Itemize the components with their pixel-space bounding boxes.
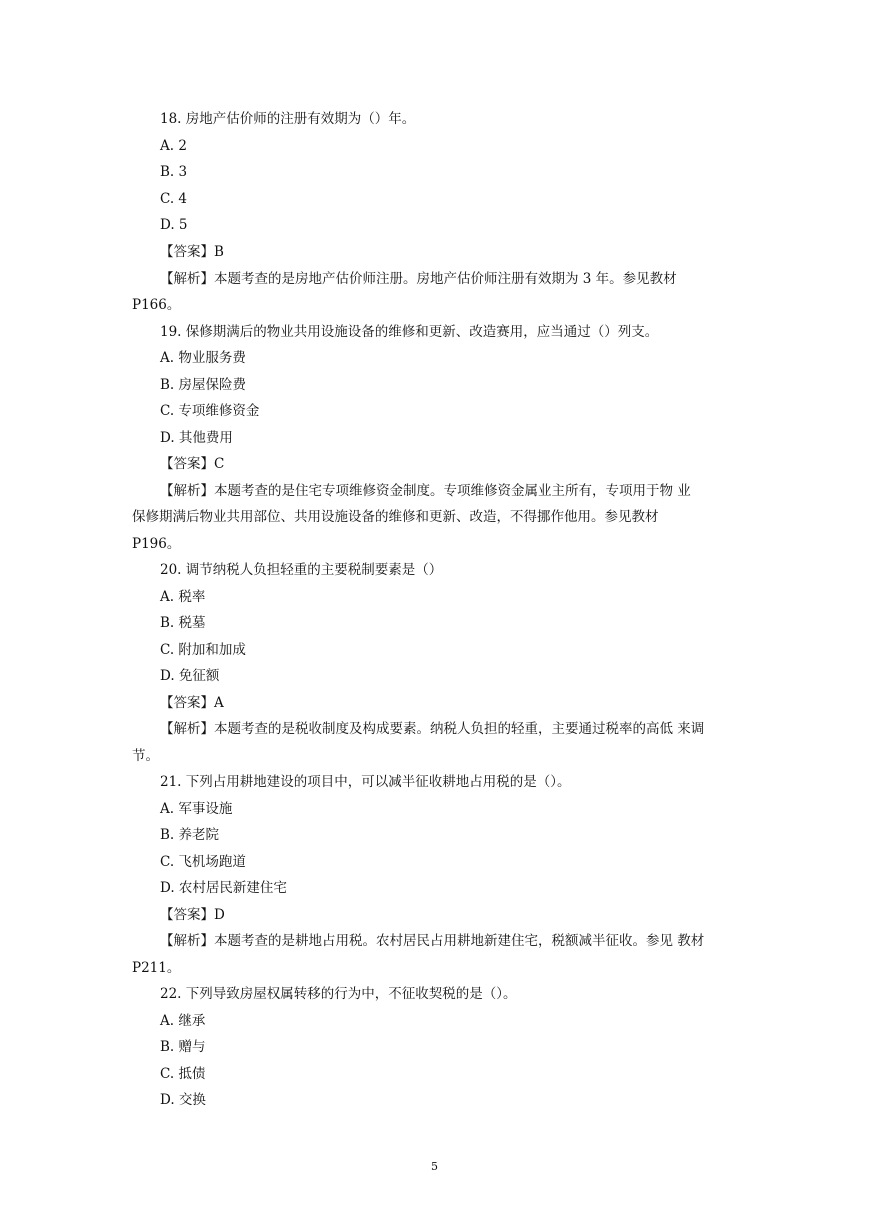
analysis-line: P166。 bbox=[132, 297, 181, 313]
question-stem: 18. 房地产估价师的注册有效期为（）年。 bbox=[160, 111, 416, 127]
option: B. 养老院 bbox=[160, 827, 220, 843]
answer: 【答案】A bbox=[160, 695, 224, 711]
option: C. 专项维修资金 bbox=[160, 403, 260, 419]
option: B. 3 bbox=[160, 164, 188, 180]
analysis-line: P196。 bbox=[132, 536, 181, 552]
analysis-line: P211。 bbox=[132, 960, 181, 976]
analysis-line: 【解析】本题考查的是住宅专项维修资金制度。专项维修资金属业主所有，专项用于物 业 bbox=[160, 483, 691, 499]
option: C. 抵债 bbox=[160, 1066, 206, 1082]
analysis-line: 【解析】本题考查的是房地产估价师注册。房地产估价师注册有效期为 3 年。参见教材 bbox=[160, 271, 677, 287]
analysis-line: 保修期满后物业共用部位、共用设施设备的维修和更新、改造，不得挪作他用。参见教材 bbox=[132, 509, 659, 525]
option: A. 物业服务费 bbox=[160, 350, 246, 366]
option: C. 飞机场跑道 bbox=[160, 854, 246, 870]
option: D. 交换 bbox=[160, 1092, 206, 1108]
option: A. 继承 bbox=[160, 1013, 206, 1029]
analysis-line: 【解析】本题考查的是耕地占用税。农村居民占用耕地新建住宅，税额减半征收。参见 教材 bbox=[160, 933, 705, 949]
option: C. 附加和加成 bbox=[160, 642, 246, 658]
option: D. 5 bbox=[160, 217, 188, 233]
option: C. 4 bbox=[160, 191, 188, 207]
option: D. 其他费用 bbox=[160, 430, 233, 446]
option: D. 农村居民新建住宅 bbox=[160, 880, 287, 896]
question-stem: 19. 保修期满后的物业共用设施设备的维修和更新、改造赛用，应当通过（）列支。 bbox=[160, 324, 659, 340]
option: A. 2 bbox=[160, 138, 187, 154]
answer: 【答案】D bbox=[160, 907, 225, 923]
question-stem: 21. 下列占用耕地建设的项目中，可以减半征收耕地占用税的是（）。 bbox=[160, 774, 571, 790]
answer: 【答案】C bbox=[160, 456, 225, 472]
analysis-line: 节。 bbox=[132, 748, 159, 764]
question-stem: 22. 下列导致房屋权属转移的行为中，不征收契税的是（）。 bbox=[160, 986, 517, 1002]
option: A. 军事设施 bbox=[160, 801, 233, 817]
analysis-line: 【解析】本题考查的是税收制度及构成要素。纳税人负担的轻重，主要通过税率的高低 来调 bbox=[160, 721, 705, 737]
question-stem: 20. 调节纳税人负担轻重的主要税制要素是（） bbox=[160, 562, 443, 578]
option: D. 免征额 bbox=[160, 668, 220, 684]
option: A. 税率 bbox=[160, 589, 206, 605]
option: B. 赠与 bbox=[160, 1039, 206, 1055]
option: B. 税墓 bbox=[160, 615, 206, 631]
answer: 【答案】B bbox=[160, 244, 224, 260]
option: B. 房屋保险费 bbox=[160, 377, 247, 393]
page-number: 5 bbox=[431, 1160, 438, 1173]
